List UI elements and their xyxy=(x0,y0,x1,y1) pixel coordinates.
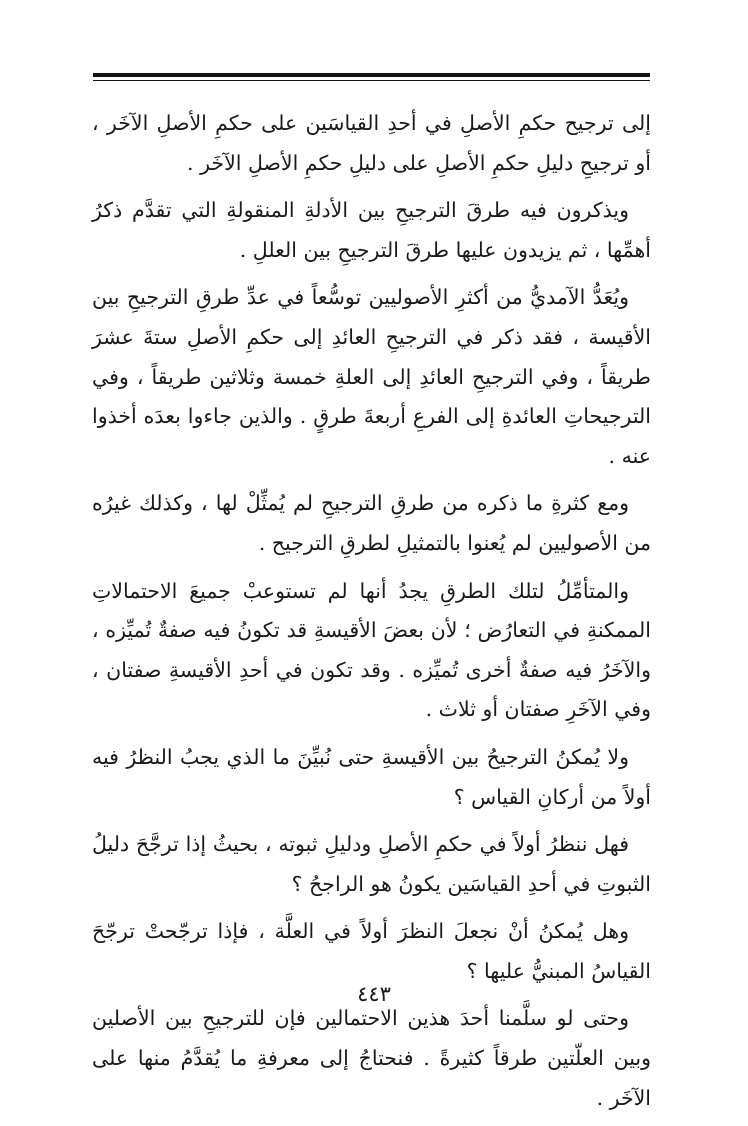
paragraph-3: ويُعَدُّ الآمديُّ من أكثرِ الأصوليين توسُّعاً في عدِّ طرقِ الترجيحِ بين الأقيسة ، فقد ذكر في الترجيحِ العائدِ إلى حكمِ الأصلِ ستةَ عشرَ طريقاً ، وفي الترجيحِ العائدِ إلى العلةِ خمسة وثلاثين طريقاً ، وفي الترجيحاتِ العائدةِ إلى الفرعِ أربعةَ طرقٍ . والذين جاءوا بعدَه أخذوا عنه . xyxy=(92,285,651,468)
header-rule-thick xyxy=(93,73,650,77)
paragraph-4: ومع كثرةِ ما ذكره من طرقِ الترجيحِ لم يُمثِّلْ لها ، وكذلك غيرُه من الأصوليين لم يُعنوا بالتمثيلِ لطرقِ الترجيح . xyxy=(92,491,651,555)
paragraph-1: إلى ترجيح حكمِ الأصلِ في أحدِ القياسَين على حكمِ الأصلِ الآخَر ، أو ترجيحِ دليلِ حكمِ الأصلِ على دليلِ حكمِ الأصلِ الآخَر . xyxy=(92,111,651,175)
paragraph-6: ولا يُمكنُ الترجيحُ بين الأقيسةِ حتى نُبيِّنَ ما الذي يجبُ النظرُ فيه أولاً من أركانِ القياس ؟ xyxy=(92,744,651,809)
paragraph-8: وهل يُمكنُ أنْ نجعلَ النظرَ أولاً في العلَّة ، فإذا ترجّحتْ ترجّحَ القياسُ المبنيُّ عليها ؟ xyxy=(92,919,651,983)
header-rule-thin xyxy=(93,80,650,81)
paragraph-9: وحتى لو سلَّمنا أحدَ هذين الاحتمالين فإن للترجيحِ بين الأصلين وبين العلّتين طرقاً كثيرةً . فنحتاجُ إلى معرفةِ ما يُقدَّمُ منها على الآخَر . xyxy=(92,1006,651,1110)
paragraph-5: والمتأمِّلُ لتلك الطرقِ يجدُ أنها لم تستوعبْ جميعَ الاحتمالاتِ الممكنةِ في التعارُض ؛ لأن بعضَ الأقيسةِ قد تكونُ فيه صفةٌ تُميِّزه ، والآخَرُ فيه صفةٌ أخرى تُميِّزه . وقد تكون في أحدِ الأقيسةِ صفتان ، وفي الآخَرِ صفتان أو ثلاث . xyxy=(92,578,651,722)
paragraph-7: فهل ننظرُ أولاً في حكمِ الأصلِ ودليلِ ثبوته ، بحيثُ إذا ترجَّحَ دليلُ الثبوتِ في أحدِ القياسَين يكونُ هو الراجحُ ؟ xyxy=(92,832,651,896)
body-text xyxy=(92,104,651,1126)
page-number: ٤٤٣ xyxy=(357,982,391,1006)
paragraph-2: ويذكرون فيه طرقَ الترجيحِ بين الأدلةِ المنقولةِ التي تقدَّم ذكرُ أهمِّها ، ثم يزيدون عليها طرقَ الترجيحِ بين العللِ . xyxy=(92,198,651,262)
